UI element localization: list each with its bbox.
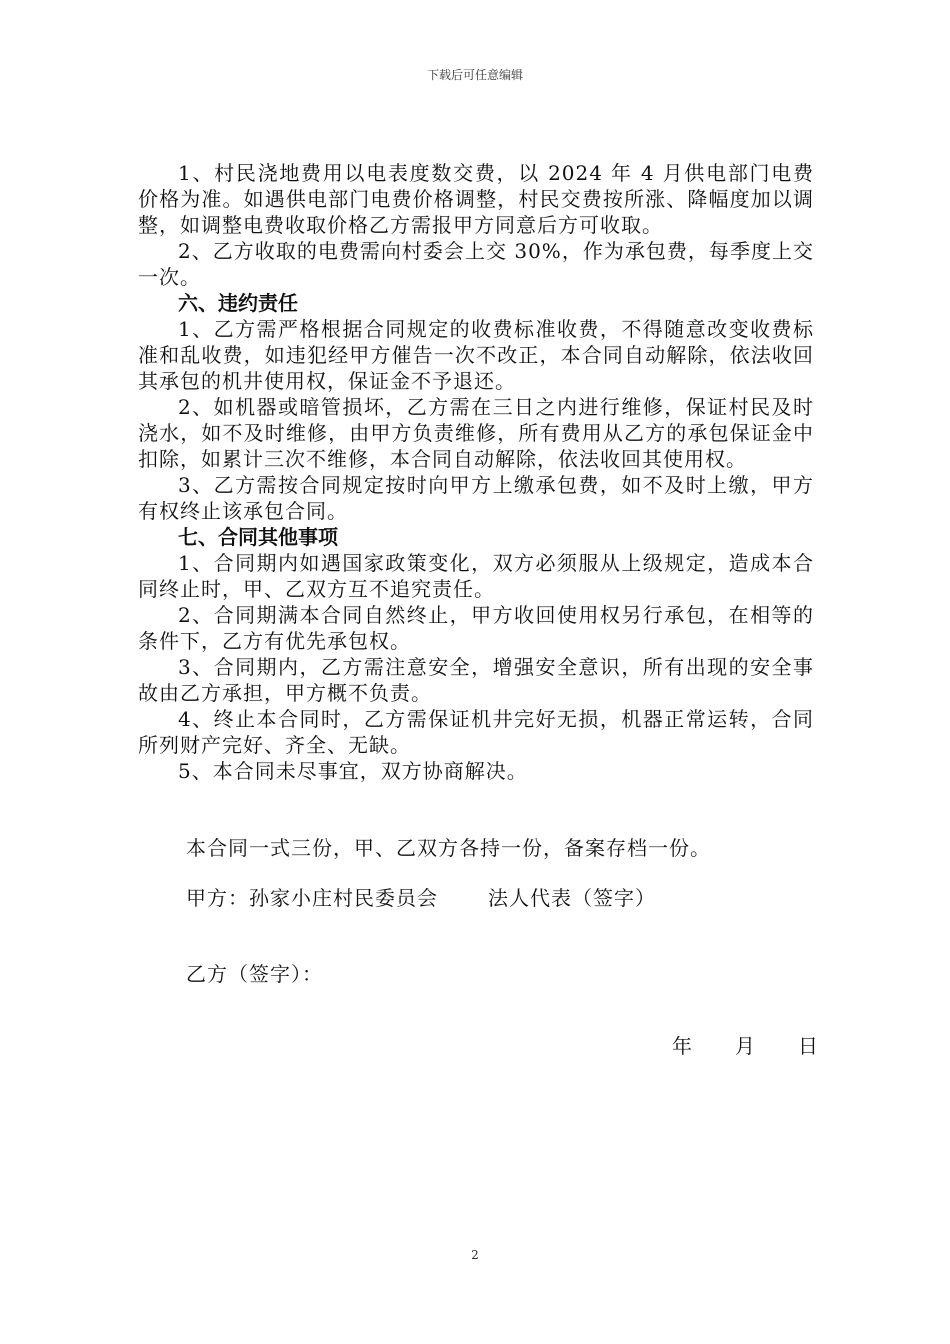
section6-item-1: 1、乙方需严格根据合同规定的收费标准收费，不得随意改变收费标准和乱收费，如违犯经甲方催告一次不改正，本合同自动解除，依法收回其承包的机井使用权，保证金不予退还。 xyxy=(138,317,814,393)
party-b-signature: 乙方（签字）： xyxy=(186,962,323,986)
section6-item-2: 2、如机器或暗管损坏，乙方需在三日之内进行维修，保证村民及时浇水，如不及时维修，由甲方负责维修，所有费用从乙方的承包保证金中扣除，如累计三次不维修，本合同自动解除，依法收回其使用权。 xyxy=(138,395,814,471)
copies-note: 本合同一式三份，甲、乙双方各持一份，备案存档一份。 xyxy=(186,836,711,860)
page-header: 下载后可任意编辑 xyxy=(426,68,523,82)
party-a-label: 甲方：孙家小庄村民委员会 xyxy=(186,886,438,910)
section6-item-3: 3、乙方需按合同规定按时向甲方上缴承包费，如不及时上缴，甲方有权终止该承包合同。 xyxy=(138,473,814,523)
section7-item-4: 4、终止本合同时，乙方需保证机井完好无损，机器正常运转，合同所列财产完好、齐全、无缺。 xyxy=(138,707,814,757)
section7-item-1: 1、合同期内如遇国家政策变化，双方必须服从上级规定，造成本合同终止时，甲、乙双方互不追究责任。 xyxy=(138,551,814,601)
section7-item-5: 5、本合同未尽事宜，双方协商解决。 xyxy=(178,759,528,783)
section5-item-1: 1、村民浇地费用以电表度数交费，以 2024 年 4 月供电部门电费价格为准。如遇供电部门电费价格调整，村民交费按所涨、降幅度加以调整，如调整电费收取价格乙方需报甲方同意后方可收取。 xyxy=(138,161,814,237)
section7-item-2: 2、合同期满本合同自然终止，甲方收回使用权另行承包，在相等的条件下，乙方有优先承包权。 xyxy=(138,603,814,653)
page-number: 2 xyxy=(471,1248,479,1262)
section6-title: 六、违约责任 xyxy=(178,291,298,315)
section7-item-3: 3、合同期内，乙方需注意安全，增强安全意识，所有出现的安全事故由乙方承担，甲方概不负责。 xyxy=(138,655,814,705)
section7-title: 七、合同其他事项 xyxy=(178,525,338,549)
party-a-signature-line xyxy=(186,882,656,911)
party-a-representative: 法人代表（签字） xyxy=(488,886,656,910)
contract-body xyxy=(138,160,814,784)
section5-item-2: 2、乙方收取的电费需向村委会上交 30%，作为承包费，每季度上交一次。 xyxy=(138,239,814,289)
date-line: 年 月 日 xyxy=(672,1034,819,1058)
